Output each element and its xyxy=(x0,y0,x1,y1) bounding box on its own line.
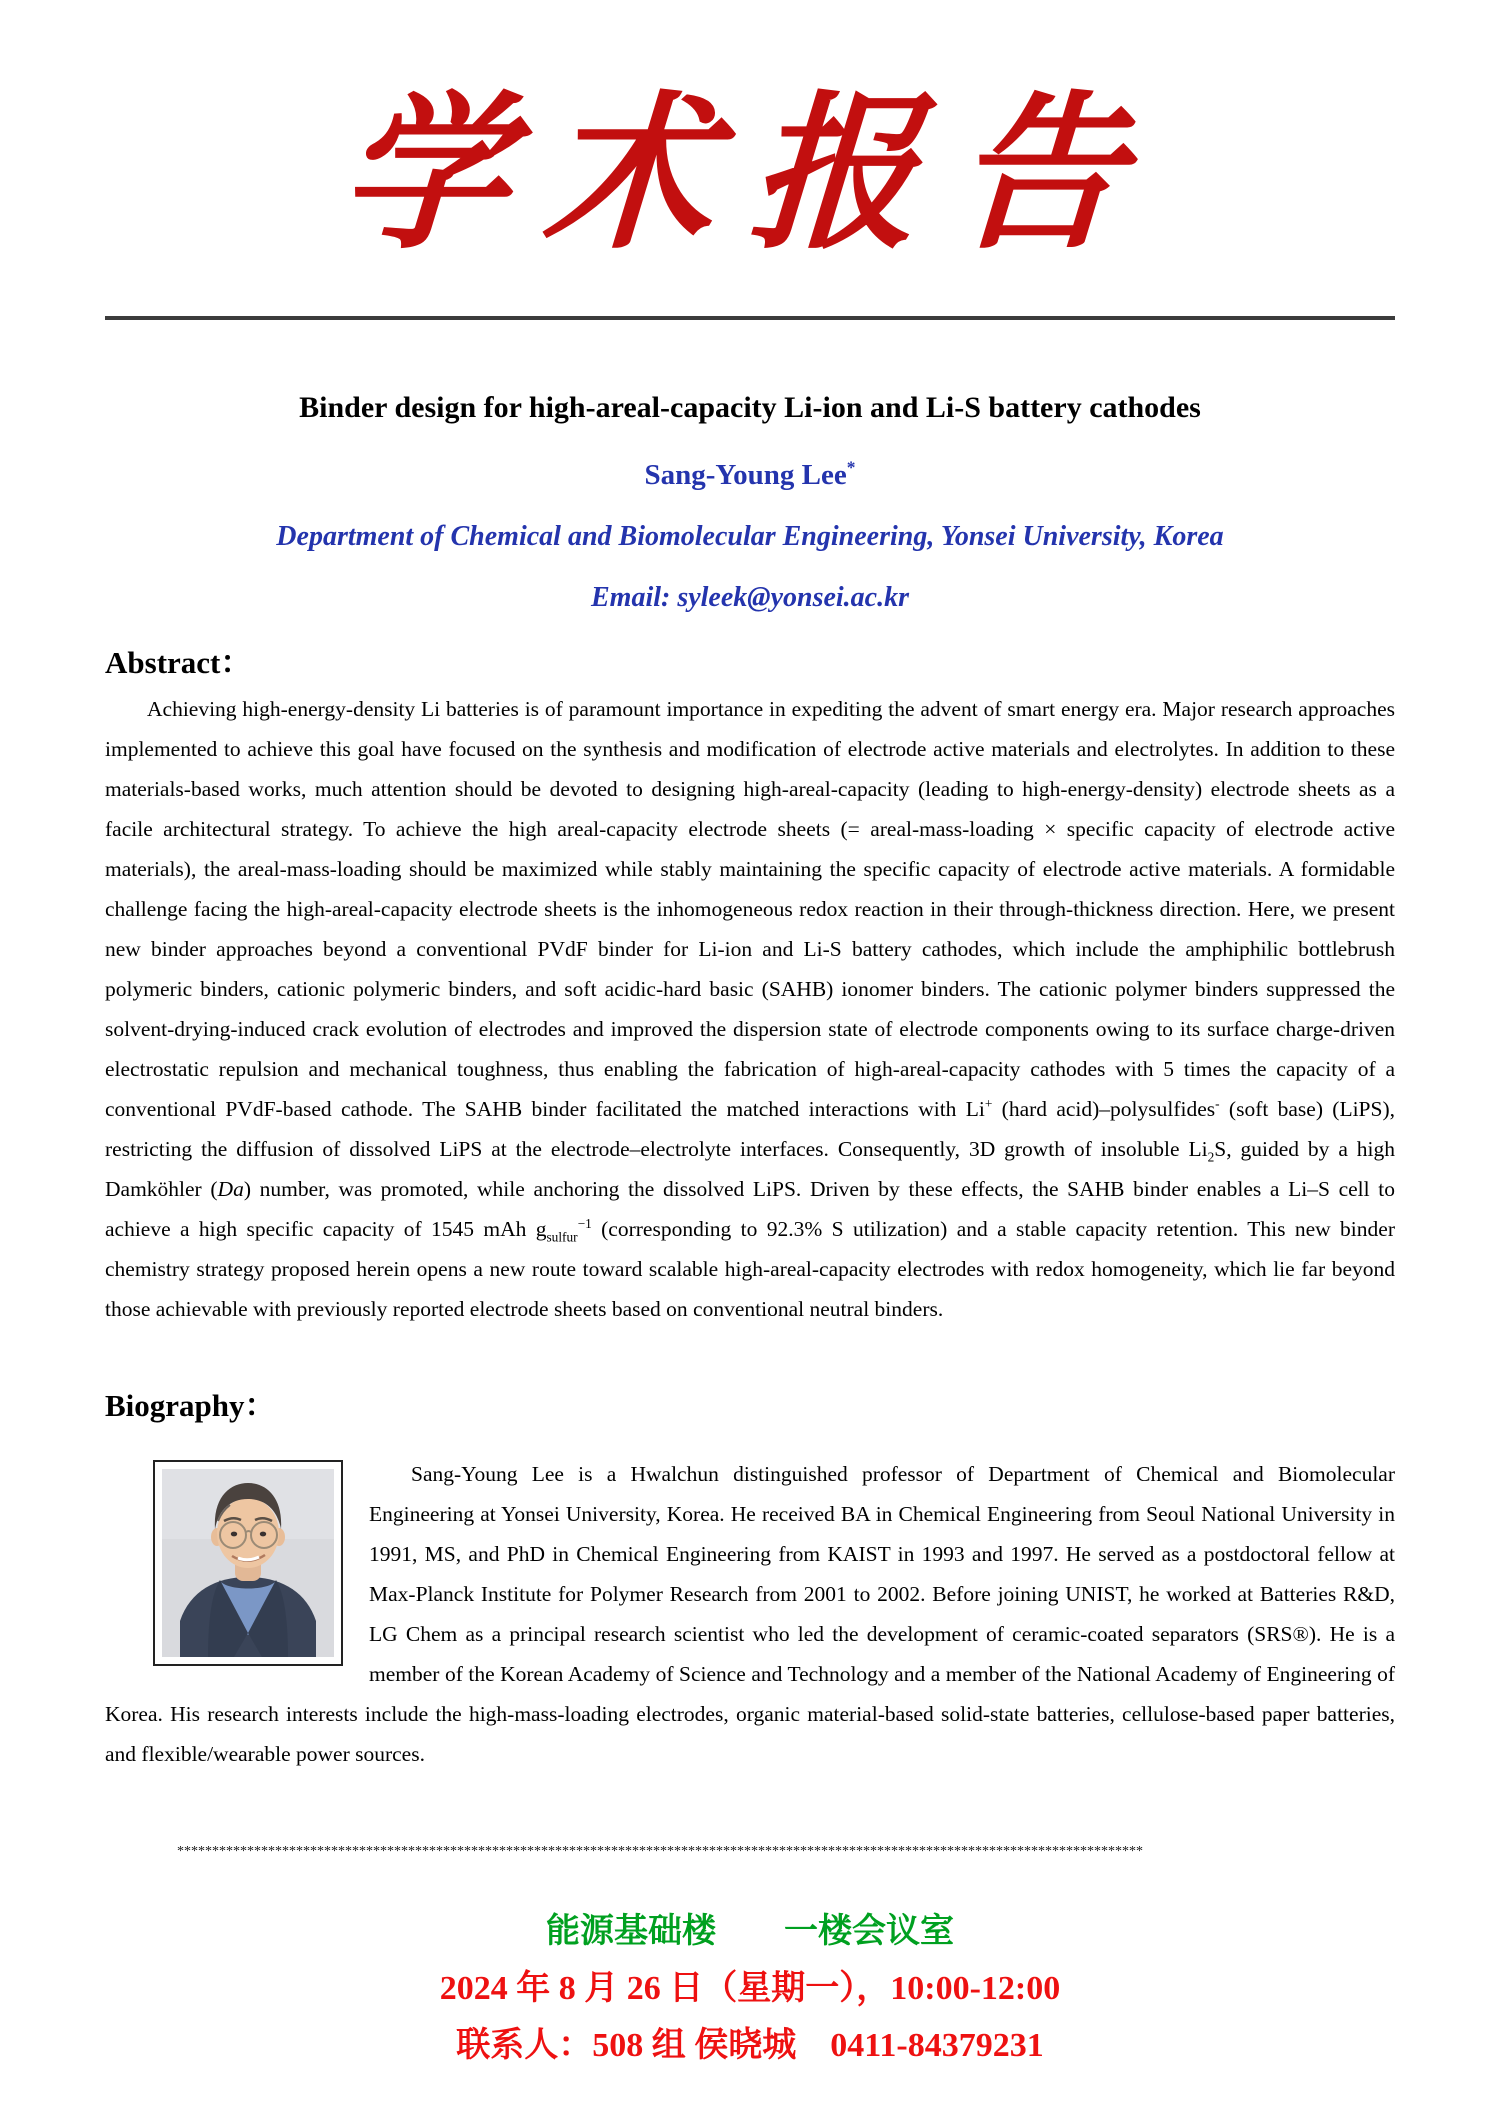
biography-paragraph: Sang-Young Lee is a Hwalchun distinguished professor of Department of Chemical and Biomolecular Engineering at Yonsei University, Korea. He received BA in Chemical Engineering from Seoul National University in 1991, MS, and PhD in Chemical Engineering from KAIST in 1993 and 1997. He served as a postdoctoral fellow at Max-Planck Institute for Polymer Research from 2001 to 2002. Before joining UNIST, he worked at Batteries R&D, LG Chem as a principal research scientist who led the development of ceramic-coated separators (SRS®). He is a member of the Korean Academy of Science and Technology and a member of the National Academy of Engineering of Korea. His research interests include the high-mass-loading electrodes, organic material-based solid-state batteries, cellulose-based paper batteries, and flexible/wearable power sources. xyxy=(105,1462,1395,1766)
seminar-title: Binder design for high-areal-capacity Li-ion and Li-S battery cathodes xyxy=(299,391,1201,424)
email-line: Email: syleek@yonsei.ac.kr xyxy=(590,582,910,613)
author-asterisk: * xyxy=(846,457,856,478)
biography-section xyxy=(105,1454,1395,1774)
contact-line: 联系人：508 组 侯晓城 0411-84379231 xyxy=(456,2027,1044,2064)
abstract-heading: Abstract： xyxy=(105,645,252,680)
author-line xyxy=(105,458,1395,492)
divider-rule xyxy=(105,316,1395,320)
datetime-line: 2024 年 8 月 26 日（星期一），10:00-12:00 xyxy=(439,1970,1061,2007)
affiliation-line: Department of Chemical and Biomolecular Engineering, Yonsei University, Korea xyxy=(276,521,1224,552)
speaker-photo-frame xyxy=(153,1460,343,1666)
biography-heading: Biography： xyxy=(105,1388,276,1423)
abstract-paragraph: Achieving high-energy-density Li batteries is of paramount importance in expediting the advent of smart energy era. Major research approaches implemented to achieve this goal have focused on the synthesis and modification of electrode active materials and electrolytes. In addition to these materials-based works, much attention should be devoted to designing high-areal-capacity (leading to high-energy-density) electrode sheets as a facile architectural strategy. To achieve the high areal-capacity electrode sheets (= areal-mass-loading × specific capacity of electrode active materials), the areal-mass-loading should be maximized while stably maintaining the specific capacity of electrode active materials. A formidable challenge facing the high-areal-capacity electrode sheets is the inhomogeneous redox reaction in their through-thickness direction. Here, we present new binder approaches beyond a conventional PVdF binder for Li-ion and Li-S battery cathodes, which include the amphiphilic bottlebrush polymeric binders, cationic polymeric binders, and soft acidic-hard basic (SAHB) ionomer binders. The cationic polymer binders suppressed the solvent-drying-induced crack evolution of electrodes and improved the dispersion state of electrode components owing to its surface charge-driven electrostatic repulsion and mechanical toughness, thus enabling the fabrication of high-areal-capacity cathodes with 5 times the capacity of a conventional PVdF-based cathode. The SAHB binder facilitated the matched interactions with Li+ (hard acid)–polysulfides- (soft base) (LiPS), restricting the diffusion of dissolved LiPS at the electrode–electrolyte interfaces. Consequently, 3D growth of insoluble $Li_2S$, guided by a high Damköhler (Da) number, was promoted, while anchoring the dissolved LiPS. Driven by these effects, the SAHB binder enables a Li–S cell to achieve a high specific capacity of 1545 mAh $g_{sulfur}^{-1}$ (corresponding to 92.3% S utilization) and a stable capacity retention. This new binder chemistry strategy proposed herein opens a new route toward scalable high-areal-capacity electrodes with redox homogeneity, which lie far beyond those achievable with previously reported electrode sheets based on conventional neutral binders. xyxy=(105,697,1396,1321)
calligraphy-banner: 学术报告 xyxy=(335,83,1165,269)
author-name: Sang-Young Lee xyxy=(644,459,847,491)
speaker-portrait-image xyxy=(162,1469,334,1657)
venue-line: 能源基础楼 一楼会议室 xyxy=(546,1913,954,1950)
asterisk-separator: ****************************************************************************************************************************************** xyxy=(177,1844,1143,1859)
